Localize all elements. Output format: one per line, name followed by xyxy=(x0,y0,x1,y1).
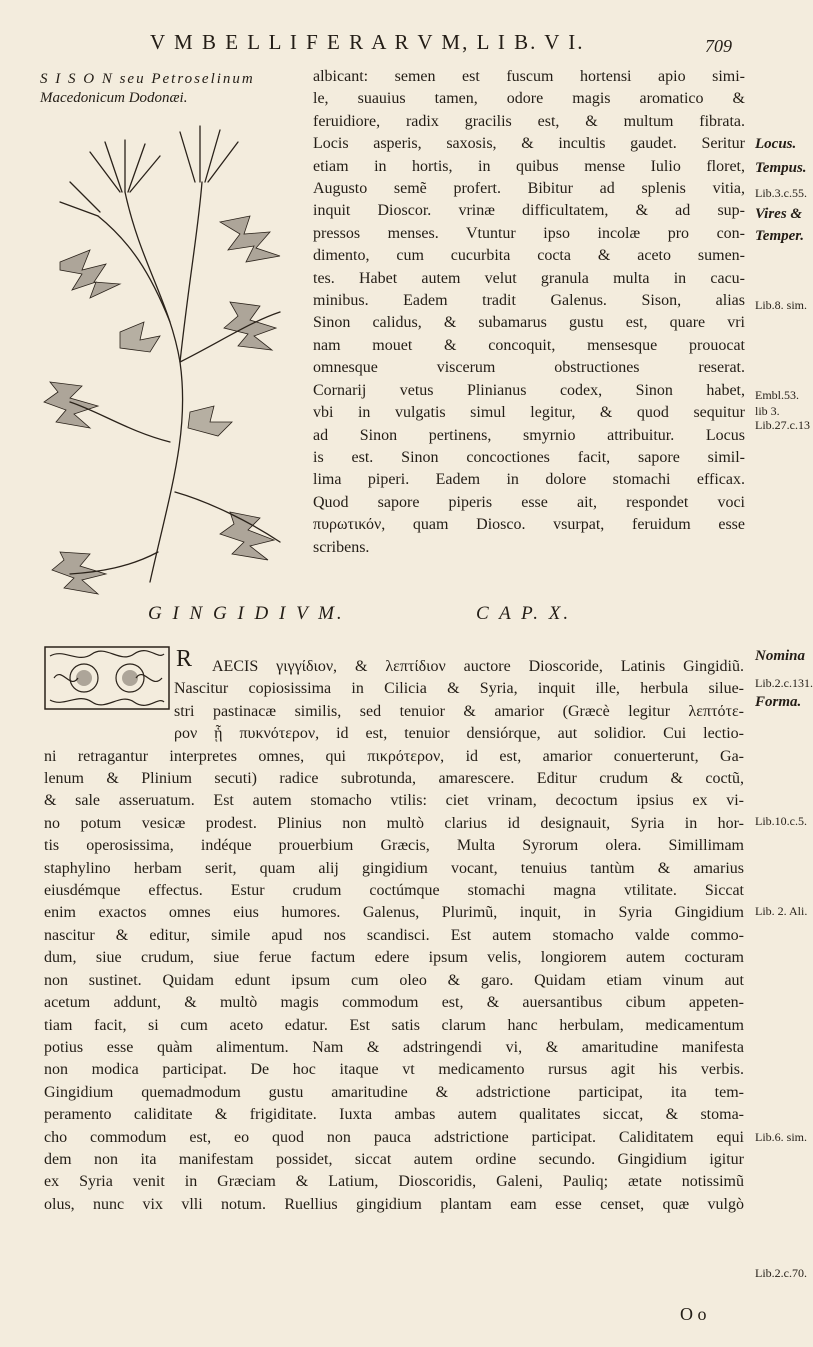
text-line: eiusdémque effectus. Estur crudum coctúmque stomachi magna vtilitate. Siccat xyxy=(44,882,744,900)
text-line: pressos menses. Vtuntur ipso incolæ pro con- xyxy=(313,224,745,242)
sison-description xyxy=(313,66,745,559)
text-line: albicant: semen est fuscum hortensi apio simi- xyxy=(313,68,745,85)
text-line: ad Sinon pertinens, smyrnio attribuitur. Locus xyxy=(313,426,745,444)
margin-note-reference: Lib.2.c.70. xyxy=(755,1266,807,1280)
text-line: Sinon calidus, & subamarus gustu est, quare vri xyxy=(313,314,745,332)
margin-note-locus: Locus. xyxy=(755,136,797,152)
text-line: lenum & Plinium secuti) radice subrotunda, amarescere. Editur crudum & coctũ, xyxy=(44,770,744,788)
text-line: feruidiore, radix gracilis est, & multum fibrata. xyxy=(313,112,745,130)
text-line: dum, siue crudum, siue ferue factum edere ipsum velis, longiorem autem cocturam xyxy=(44,949,744,967)
text-line: tiam facit, si cum aceto edatur. Est satis clarum hanc herbulam, medicamentum xyxy=(44,1016,744,1034)
text-line: omnesque viscerum obstructiones reserat. xyxy=(313,359,745,377)
margin-note-nomina: Nomina xyxy=(755,648,806,664)
figure-caption xyxy=(40,70,320,108)
margin-note-reference: Lib.10.c.5. xyxy=(755,814,807,828)
text-line: & sale asseruatum. Est autem stomacho vtilis: ciet vrinam, decoctum ipsius ex vi- xyxy=(44,792,744,810)
margin-note-reference: Lib.2.c.131. xyxy=(755,676,813,690)
text-line: vbi in vulgatis simul legitur, & quod sequitur xyxy=(313,404,745,422)
text-line: nascitur & editur, simile apud nos scandisci. Est autem stomacho valde commo- xyxy=(44,926,744,944)
text-line: enim exactos omnes eius humores. Galenus, Plurimũ, inquit, in Syria Gingidium xyxy=(44,904,744,922)
text-line: no potum vesicæ prodest. Plinius non multò clarius id designauit, Syria in hor- xyxy=(44,814,744,832)
chapter-number: C A P. X. xyxy=(476,603,572,624)
margin-note-reference: Lib.8. sim. xyxy=(755,298,808,312)
text-line: Locis asperis, saxosis, & incultis gaudet. Seritur xyxy=(313,135,745,153)
text-line: etiam in hortis, in quibus mense Iulio floret, xyxy=(313,157,745,175)
text-line: non modica participat. De hoc itaque vt medicamento rursus agit his verbis. xyxy=(44,1061,744,1079)
initial-letter: R xyxy=(176,646,193,672)
chapter-title: G I N G I D I V M. xyxy=(148,603,345,624)
text-line: Nascitur copiosissima in Cilicia & Syria, inquit ille, herbula silue- xyxy=(174,680,744,698)
margin-note-reference: Lib. 2. Ali. xyxy=(755,904,808,918)
text-line: non sustinet. Quidam edunt ipsum cum oleo & garo. Quidam etiam vinum aut xyxy=(44,971,744,989)
text-line: dem non ita manifestam possidet, siccat autem ordine secundo. Gingidium igitur xyxy=(44,1150,744,1168)
text-line: le, suauius tamen, odore magis aromatico & xyxy=(313,90,745,108)
sison-plant-woodcut xyxy=(30,112,310,602)
text-line: Quod sapore piperis esse ait, respondet voci xyxy=(313,493,745,511)
text-line: acetum addunt, & multò magis commodum est, & auersantibus cibum appeten- xyxy=(44,994,744,1012)
margin-note-forma: Forma. xyxy=(755,694,802,710)
text-line: potius esse quàm alimentum. Nam & adstringendi vi, & amaritudine manifesta xyxy=(44,1038,744,1056)
text-line: tes. Habet autem velut granula multa in cacu- xyxy=(313,269,745,287)
catchword: O o xyxy=(680,1304,707,1324)
text-line: scribens. xyxy=(313,538,370,556)
text-line: Cornarij vetus Plinianus codex, Sinon habet, xyxy=(313,381,745,399)
chapter-heading xyxy=(148,603,608,625)
text-line: is est. Sinon concoctiones facit, sapore simil- xyxy=(313,448,745,466)
page-number: 709 xyxy=(705,36,732,56)
figure-caption-line-2: Macedonicum Dodonæi. xyxy=(40,90,188,106)
text-line: olus, nunc vix vlli notum. Ruellius gingidium plantam eam esse censet, quæ vulgò xyxy=(44,1195,744,1213)
text-line: lima piperi. Eadem in dolore stomachi efficax. xyxy=(313,471,745,489)
text-line: cho commodum est, eo quod non pauca adstrictione participat. Caliditatem equi xyxy=(44,1128,744,1146)
text-line: Augusto semẽ profert. Bibitur ad splenis vitia, xyxy=(313,180,745,198)
text-line: staphylino herbam serit, quam alij gingidium vocant, tenuius tantùm & amarius xyxy=(44,859,744,877)
figure-caption-line-1: S I S O N seu Petroselinum xyxy=(40,71,255,87)
text-line: dimento, cum cucurbita cocta & aceto sumen- xyxy=(313,247,745,265)
text-line: tis operosissima, indéque prouerbium Græcis, Multa Syrorum olera. Simillimam xyxy=(44,837,744,855)
text-line: minibus. Eadem tradit Galenus. Sison, alias xyxy=(313,292,745,310)
text-line: Gingidium quemadmodum gustu amaritudine & adstrictione participat, ita tem- xyxy=(44,1083,744,1101)
margin-note-reference: Lib.3.c.55. xyxy=(755,186,807,200)
margin-note-tempus: Tempus. xyxy=(755,160,807,176)
text-line: stri pastinacæ similis, sed tenuior & amarior (Græcè legitur λεπτότε- xyxy=(174,702,744,720)
margin-note-temper: Temper. xyxy=(755,228,805,244)
margin-note-reference: Lib.27.c.13 xyxy=(755,418,810,432)
text-line: ρον ᾗ πυκνότερον, id est, tenuior densiórque, aut solidior. Cui lectio- xyxy=(174,725,744,743)
text-line: AECIS γιγγίδιον, & λεπτίδιον auctore Dioscoride, Latinis Gingidiũ. xyxy=(212,658,744,675)
margin-note-reference: lib 3. xyxy=(755,404,780,418)
text-line: nam mouet & concoquit, mensesque prouocat xyxy=(313,336,745,354)
text-line: peramento caliditate & frigiditate. Iuxta ambas autem qualitates siccat, & stoma- xyxy=(44,1106,744,1124)
margin-note-reference: Embl.53. xyxy=(755,388,799,402)
margin-note-vires: Vires & xyxy=(755,206,803,222)
text-line: ni retragantur interpretes omnes, qui πικρότερον, id est, amarior conuerterunt, Ga- xyxy=(44,747,744,765)
running-title: V M B E L L I F E R A R V M, L I B. V I. xyxy=(150,30,585,54)
text-line: ex Syria venit in Græciam & Latium, Dioscoridis, Galeni, Pauliq; ætate notissimũ xyxy=(44,1173,744,1191)
margin-note-reference: Lib.6. sim. xyxy=(755,1130,808,1144)
text-line: inquit Dioscor. vrinæ difficultatem, & ad sup- xyxy=(313,202,745,220)
gingidium-description xyxy=(44,656,744,1216)
text-line: πυρωτικόν, quam Diosco. vsurpat, feruidum esse xyxy=(313,516,745,534)
